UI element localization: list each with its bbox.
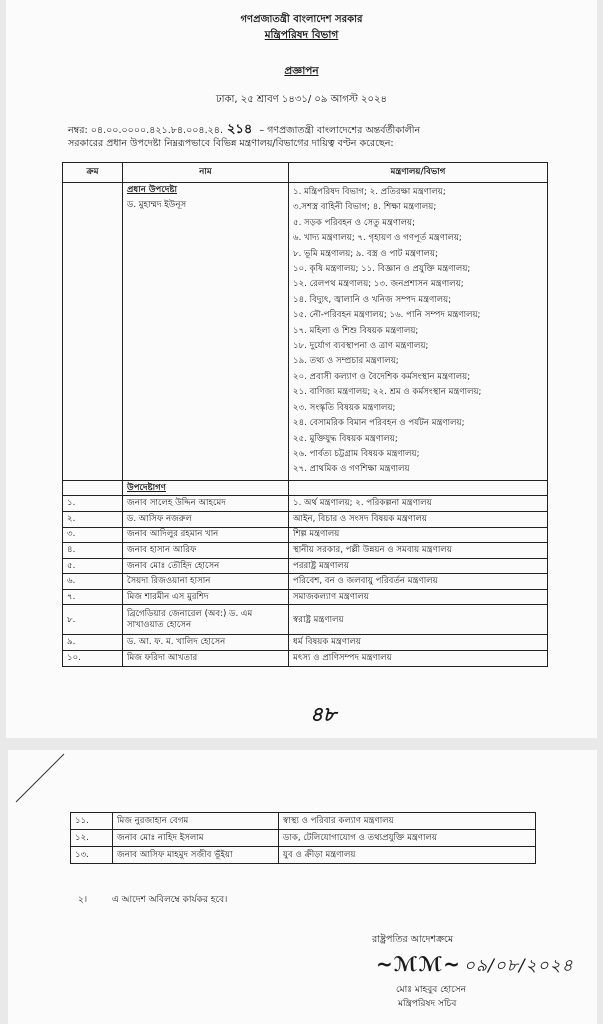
by-order-text: রাষ্ট্রপতির আদেশক্রমে bbox=[372, 934, 454, 945]
allocation-table-continued bbox=[70, 812, 536, 864]
table-row: ৩. জনাব আদিলুর রহমান খান শিল্প মন্ত্রণালয় bbox=[63, 527, 548, 543]
list-item: ২৬. পার্বত্য চট্টগ্রাম বিষয়ক মন্ত্রণালয়; bbox=[293, 448, 420, 459]
list-item: ১৯. তথ্য ও সম্প্রচার মন্ত্রণালয়; bbox=[293, 356, 399, 367]
reference-number: ০৪.০০.০০০০.৪২১.৮৪.০০৪.২৪. bbox=[90, 125, 223, 136]
document-type: প্রজ্ঞাপন bbox=[284, 65, 319, 77]
table-row: ১২. জনাব মোঃ নাহিদ ইসলাম ডাক, টেলিযোগাযোগ ও তথ্যপ্রযুক্তি মন্ত্রণালয় bbox=[71, 830, 536, 847]
document-date: ঢাকা, ২৫ শ্রাবণ ১৪৩১/ ০৯ আগস্ট ২০২৪ bbox=[215, 94, 388, 105]
advisers-title: উপদেষ্টাগণ bbox=[123, 480, 289, 496]
reference-label: নম্বর: bbox=[68, 125, 88, 136]
chief-adviser-row bbox=[63, 183, 548, 481]
column-header-serial: ক্রম bbox=[63, 163, 123, 183]
chief-adviser-title: প্রধান উপদেষ্টা bbox=[127, 185, 177, 195]
order-number: ২। bbox=[78, 895, 88, 905]
table-row: ১৩. জনাব আসিফ মাহমুদ সজীব ভূঁইয়া যুব ও ক্রীড়া মন্ত্রণালয় bbox=[71, 847, 536, 864]
table-row: ১০. মিজ ফরিদা আখতার মৎস্য ও প্রাণিসম্পদ মন্ত্রণালয় bbox=[63, 651, 548, 667]
list-item: ১৭. মহিলা ও শিশু বিষয়ক মন্ত্রণালয়; bbox=[293, 325, 419, 336]
order-text: এ আদেশ অবিলম্বে কার্যকর হবে। bbox=[111, 895, 228, 905]
table-row: ৬. সৈয়দা রিজওয়ানা হাসান পরিবেশ, বন ও জলবায়ু পরিবর্তন মন্ত্রণালয় bbox=[63, 574, 548, 590]
handwritten-number: ২১৪ bbox=[226, 122, 253, 137]
list-item: ১. মন্ত্রিপরিষদ বিভাগ; ২. প্রতিরক্ষা মন্ত্রণালয়; bbox=[293, 187, 446, 197]
pen-stroke bbox=[8, 750, 88, 810]
document-page-1 bbox=[6, 0, 597, 738]
order-paragraph bbox=[78, 892, 227, 907]
signature-date: ০৯/০৮/২০২৪ bbox=[463, 956, 574, 976]
table-row: ৯. ড. আ. ফ. ম. খালিদ হোসেন ধর্ম বিষয়ক মন্ত্রণালয় bbox=[63, 635, 548, 651]
list-item: ১৫. নৌ-পরিবহন মন্ত্রণালয়; ১৬. পানি সম্পদ মন্ত্রণালয়; bbox=[293, 310, 481, 321]
chief-ministry-list bbox=[289, 183, 548, 481]
column-header-name: নাম bbox=[123, 163, 289, 183]
table-row: ৭. মিজ শারমীন এস মুরশিদ সমাজকল্যাণ মন্ত্রণালয় bbox=[63, 589, 548, 605]
allocation-table bbox=[62, 162, 548, 667]
list-item: ১৪. বিদ্যুৎ, জ্বালানি ও খনিজ সম্পদ মন্ত্রণালয়; bbox=[293, 294, 452, 305]
table-row: ৪. জনাব হাসান আরিফ স্থানীয় সরকার, পল্লী উন্নয়ন ও সমবায় মন্ত্রণালয় bbox=[63, 543, 548, 559]
signatory-designation: মন্ত্রিপরিষদ সচিব bbox=[398, 999, 457, 1009]
intro-text: সরকারের প্রধান উপদেষ্টা নিম্নরূপভাবে বিভিন্ন মন্ত্রণালয়/বিভাগের দায়িত্ব বণ্টন করেছেন: bbox=[68, 138, 394, 149]
list-item: ২৩. সংস্কৃতি বিষয়ক মন্ত্রণালয়; bbox=[293, 402, 396, 413]
list-item: ২১. বাণিজ্য মন্ত্রণালয়; ২২. শ্রম ও কর্মসংস্থান মন্ত্রণালয়; bbox=[293, 387, 482, 398]
division-heading: মন্ত্রিপরিষদ বিভাগ bbox=[264, 29, 339, 41]
advisers-section-row bbox=[63, 480, 548, 496]
list-item: ৩.সশস্ত্র বাহিনী বিভাগ; ৪. শিক্ষা মন্ত্রণালয়; bbox=[293, 202, 437, 213]
list-item: ২৫. মুক্তিযুদ্ধ বিষয়ক মন্ত্রণালয়; bbox=[293, 433, 398, 444]
signature: ~ℳℳ~ ০৯/০৮/২০২৪ bbox=[376, 952, 574, 976]
document-page-2 bbox=[8, 750, 597, 1024]
list-item: ২৭. প্রাথমিক ও গণশিক্ষা মন্ত্রণালয় bbox=[293, 464, 410, 475]
table-header-row bbox=[63, 163, 548, 183]
list-item: ১০. কৃষি মন্ত্রণালয়; ১১. বিজ্ঞান ও প্রযুক্তি মন্ত্রণালয়; bbox=[293, 264, 471, 275]
chief-adviser-name: ড. মুহাম্মদ ইউনূস bbox=[127, 199, 187, 210]
column-header-ministry: মন্ত্রণালয়/বিভাগ bbox=[289, 163, 548, 183]
list-item: ২০. প্রবাসী কল্যাণ ও বৈদেশিক কর্মসংস্থান মন্ত্রণালয়; bbox=[293, 371, 471, 382]
government-heading: গণপ্রজাতন্ত্রী বাংলাদেশ সরকার bbox=[240, 14, 363, 25]
handwritten-initial: ৪৮ bbox=[310, 702, 336, 726]
list-item: ৮. ভূমি মন্ত্রণালয়; ৯. বস্ত্র ও পাট মন্ত্রণালয়; bbox=[293, 248, 438, 259]
table-row: ৫. জনাব মোঃ তৌহিদ হোসেন পররাষ্ট্র মন্ত্রণালয় bbox=[63, 558, 548, 574]
table-row: ১১. মিজ নুরজাহান বেগম স্বাস্থ্য ও পরিবার কল্যাণ মন্ত্রণালয় bbox=[71, 813, 536, 830]
table-row: ৮. ব্রিগেডিয়ার জেনারেল (অব:) ড. এম সাখাওয়াত হোসেন স্বরাষ্ট্র মন্ত্রণালয় bbox=[63, 605, 548, 635]
list-item: ৫. সড়ক পরিবহন ও সেতু মন্ত্রণালয়; bbox=[293, 217, 415, 228]
signatory-name: মোঃ মাহবুব হোসেন bbox=[396, 985, 467, 995]
list-item: ৬. খাদ্য মন্ত্রণালয়; ৭. গৃহায়ণ ও গণপূর্ত মন্ত্রণালয়; bbox=[293, 233, 462, 244]
table-row: ২. ড. আসিফ নজরুল আইন, বিচার ও সংসদ বিষয়ক মন্ত্রণালয় bbox=[63, 511, 548, 527]
table-row: ১. জনাব সালেহ উদ্দিন আহমেদ ১. অর্থ মন্ত্রণালয়; ২. পরিকল্পনা মন্ত্রণালয় bbox=[63, 496, 548, 512]
list-item: ১৮. দুর্যোগ ব্যবস্থাপনা ও ত্রাণ মন্ত্রণালয়; bbox=[293, 341, 429, 352]
list-item: ১২. রেলপথ মন্ত্রণালয়; ১৩. জনপ্রশাসন মন্ত্রণালয়; bbox=[293, 279, 464, 290]
reference-text: – গণপ্রজাতন্ত্রী বাংলাদেশের অন্তর্বর্তীকালীন bbox=[259, 125, 421, 136]
list-item: ২৪. বেসামরিক বিমান পরিবহন ও পর্যটন মন্ত্রণালয়; bbox=[293, 418, 465, 429]
